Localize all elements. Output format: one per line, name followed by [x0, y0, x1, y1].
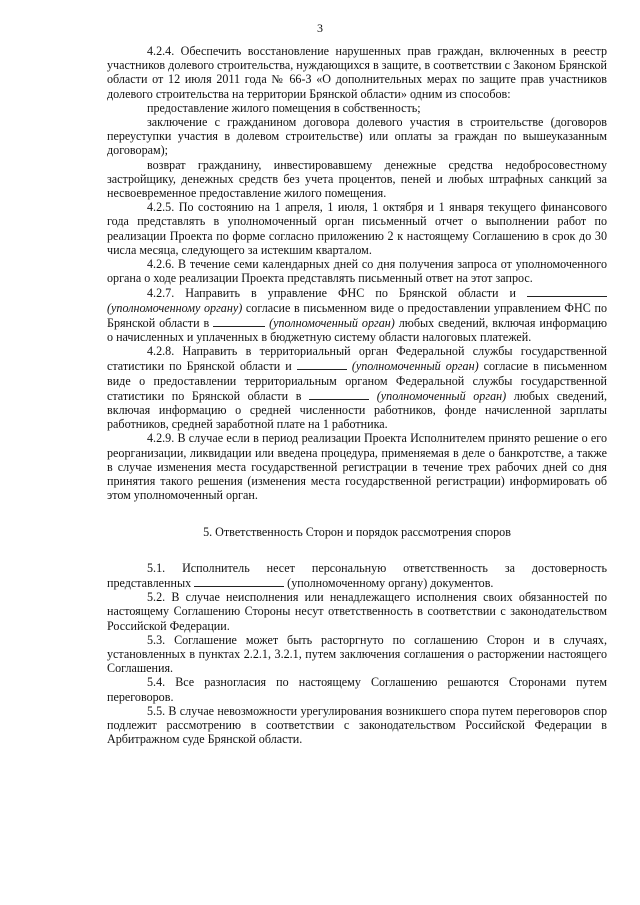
paragraph-4-2-6: 4.2.6. В течение семи календарных дней со дня получения запроса от уполномоченного органа о ходе реализации Проекта представлять письменный ответ на этот запрос. — [107, 257, 607, 286]
paragraph-4-2-8 — [107, 344, 607, 431]
blank-line — [309, 388, 369, 400]
document-body — [107, 44, 607, 746]
paragraph-4-2-5: 4.2.5. По состоянию на 1 апреля, 1 июля, 1 октября и 1 января текущего финансового года представлять в уполномоченный орган письменный отчет о выполнении работ по реализации Проекта по форме согласно приложению 2 к настоящему Соглашению в срок до 30 числа месяца, следующего за истекшим кварталом. — [107, 200, 607, 257]
paragraph-4-2-7-text-3: любых сведений, включая информацию о начисленных и уплаченных в бюджетную систему области налоговых платежей. — [107, 315, 608, 345]
paragraph-5-1 — [107, 561, 607, 590]
paragraph-5-2: 5.2. В случае неисполнения или ненадлежащего исполнения своих обязанностей по настоящему Соглашению Стороны несут ответственность в соответствии с законодательством Российской Федерации. — [107, 590, 607, 633]
paragraph-4-2-8-italic-2: (уполномоченный орган) — [376, 388, 507, 403]
page-number: 3 — [317, 21, 323, 35]
paragraph-4-2-9: 4.2.9. В случае если в период реализации Проекта Исполнителем принято решение о его реорганизации, ликвидации или введена процедура, применяемая в деле о банкротстве, а также в случае изменения места государственной регистрации в течение трех рабочих дней со дня принятия такого решения (изменения места государственной регистрации) информировать об этом уполномоченный орган. — [107, 431, 607, 503]
blank-line — [213, 315, 265, 327]
blank-line — [297, 358, 347, 370]
paragraph-5-5: 5.5. В случае невозможности урегулирования возникшего спора путем переговоров спор подлежит рассмотрению в соответствии с законодательством Российской Федерации в Арбитражном суде Брянской области. — [107, 703, 607, 747]
blank-line — [527, 285, 607, 297]
paragraph-5-4: 5.4. Все разногласия по настоящему Соглашению решаются Сторонами путем переговоров. — [107, 675, 607, 704]
blank-line — [194, 575, 284, 587]
paragraph-4-2-7-italic-1: (уполномоченному органу) — [107, 300, 243, 315]
paragraph-5-3: 5.3. Соглашение может быть расторгнуто по соглашению Сторон и в случаях, установленных в пунктах 2.2.1, 3.2.1, путем заключения соглашения о расторжении настоящего Соглашения. — [107, 632, 607, 676]
paragraph-4-2-4-option-2: заключение с гражданином договора долевого участия в строительстве (договоров переуступки участия в долевом строительстве) или оплаты за граждан по вышеуказанным договорам); — [107, 115, 607, 158]
paragraph-5-1-text-2: (уполномоченному органу) документов. — [284, 575, 494, 590]
section-5-title: 5. Ответственность Сторон и порядок рассмотрения споров — [203, 524, 511, 539]
paragraph-4-2-8-text-1: 4.2.8. Направить в территориальный орган Федеральной службы государственной статистики по Брянской области и — [107, 344, 607, 374]
paragraph-4-2-8-text-3: любых сведений, включая информацию о средней численности работников, фонде начисленной зарплаты работников, средней заработной плате на 1 работника. — [107, 388, 608, 432]
paragraph-5-1-text-1: 5.1. Исполнитель несет персональную ответственность за достоверность представленных — [107, 560, 607, 590]
paragraph-4-2-8-text-2: согласие в письменном виде о предоставлении территориальным органом Федеральной службы государственной статистики по Брянской области в — [107, 359, 607, 403]
paragraph-4-2-7 — [107, 285, 607, 344]
paragraph-4-2-4-option-1: предоставление жилого помещения в собственность; — [147, 100, 421, 115]
paragraph-4-2-7-italic-2: (уполномоченный орган) — [269, 315, 395, 330]
paragraph-4-2-7-text-1: 4.2.7. Направить в управление ФНС по Брянской области и — [147, 286, 527, 301]
paragraph-4-2-7-text-2: согласие в письменном виде о предоставлении управлением ФНС по Брянской области в — [107, 300, 607, 330]
paragraph-4-2-4-option-3: возврат гражданину, инвестировавшему денежные средства недобросовестному застройщику, денежных средств без учета процентов, пеней и любых штрафных санкций за несвоевременное предоставление жилого помещения. — [107, 157, 607, 201]
paragraph-4-2-4: 4.2.4. Обеспечить восстановление нарушенных прав граждан, включенных в реестр участников долевого строительства, нуждающихся в защите, в соответствии с Законом Брянской области от 12 июля 2011 года № 66-З «О дополнительных мерах по защите прав участников долевого строительства на территории Брянской области» одним из способов: — [107, 44, 607, 101]
paragraph-4-2-8-italic-1: (уполномоченный орган) — [351, 359, 479, 374]
